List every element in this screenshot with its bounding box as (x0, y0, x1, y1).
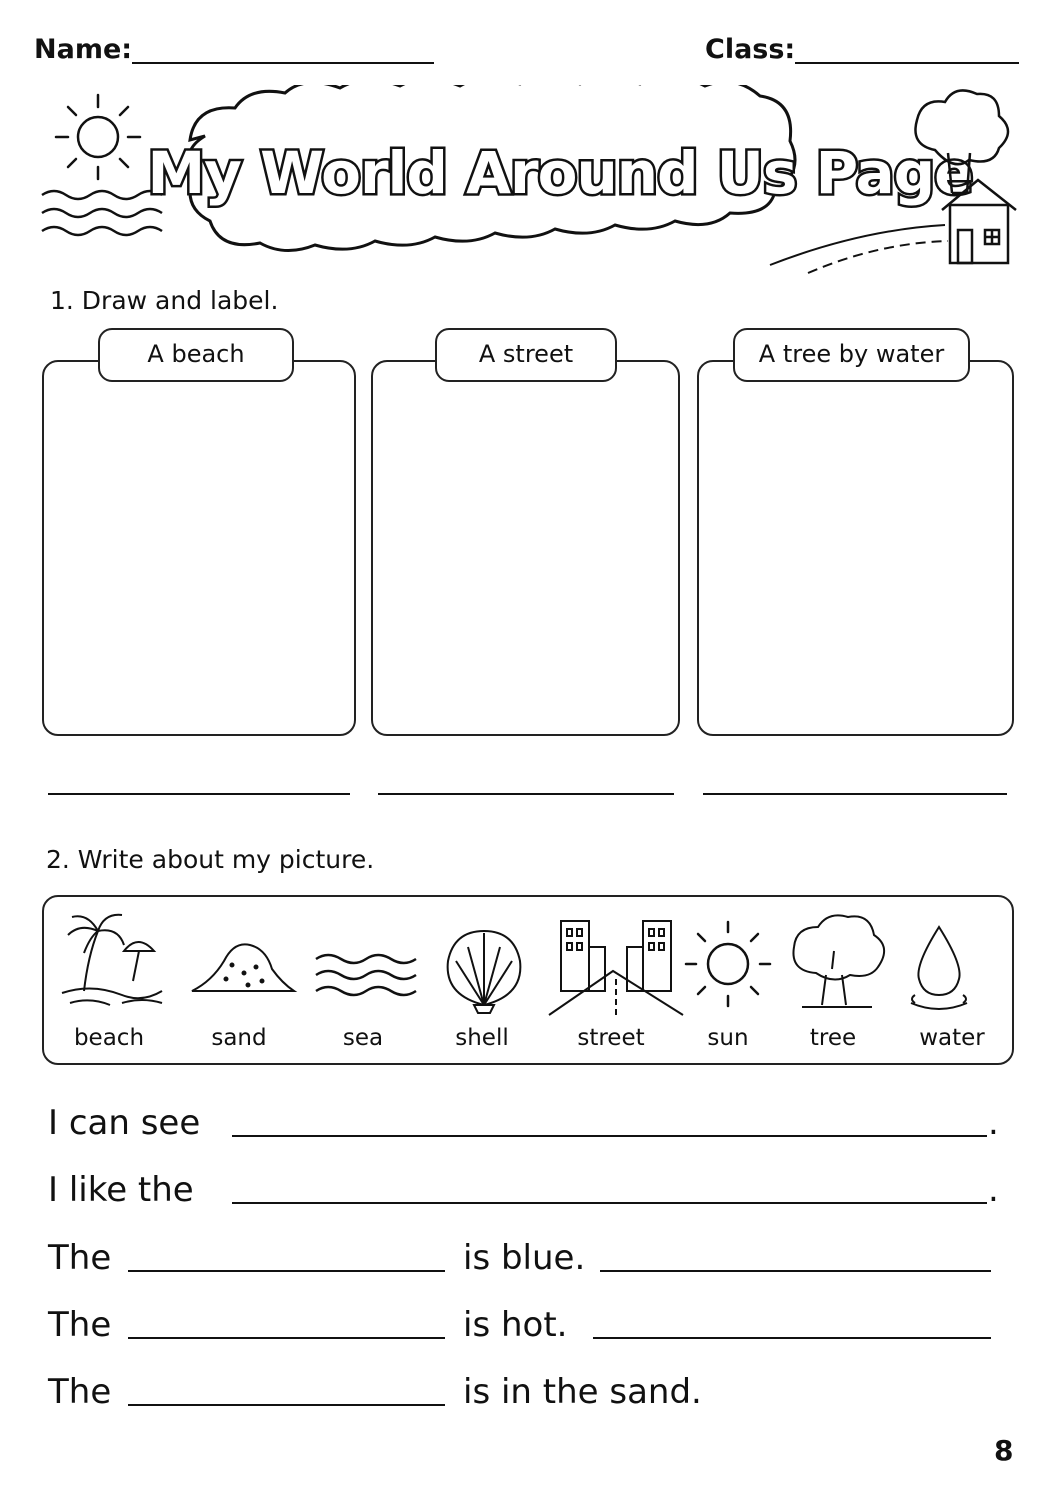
sentence-2-start: I like the (48, 1170, 194, 1210)
sentence-1-end: . (988, 1103, 999, 1143)
sentence-4-blank-2[interactable] (593, 1337, 991, 1339)
word-sea: sea (342, 1025, 384, 1051)
sun-icon (56, 95, 140, 179)
drawing-box-tree-by-water[interactable] (697, 360, 1014, 736)
sun-icon (686, 922, 770, 1006)
sentence-3-start: The (48, 1238, 112, 1278)
road-icon (770, 225, 948, 273)
drawing-box-label-tree-by-water: A tree by water (733, 328, 970, 382)
word-sun: sun (707, 1025, 749, 1051)
sentence-2-blank[interactable] (232, 1202, 987, 1204)
sand-pile-icon (192, 944, 294, 991)
drawing-box-beach[interactable] (42, 360, 356, 736)
section2-title: 2. Write about my picture. (46, 845, 375, 874)
sentence-4-middle: is hot. (463, 1305, 568, 1345)
shell-icon (448, 931, 521, 1013)
label-line-1[interactable] (48, 793, 350, 795)
word-bank-icons (44, 897, 1012, 1017)
sentence-2-end: . (988, 1170, 999, 1210)
class-label: Class: (705, 34, 796, 65)
waves-icon (316, 955, 416, 995)
drawing-box-label-beach: A beach (98, 328, 294, 382)
word-bank (42, 895, 1014, 1065)
sentence-3-middle: is blue. (463, 1238, 586, 1278)
sentence-1-blank[interactable] (232, 1135, 987, 1137)
word-beach: beach (73, 1025, 145, 1051)
palm-tree-beach-icon (62, 915, 162, 1005)
sentence-5-start: The (48, 1372, 112, 1412)
sentence-3-blank-2[interactable] (600, 1270, 991, 1272)
sentence-4-blank[interactable] (128, 1337, 445, 1339)
page-number: 8 (994, 1434, 1014, 1467)
sentence-4-start: The (48, 1305, 112, 1345)
waves-icon (42, 191, 162, 235)
section1-title: 1. Draw and label. (50, 286, 279, 315)
sentence-5-middle: is in the sand. (463, 1372, 702, 1412)
sentence-3-blank[interactable] (128, 1270, 445, 1272)
street-icon (549, 921, 683, 1015)
word-street: street (577, 1025, 645, 1051)
drawing-box-label-street: A street (435, 328, 617, 382)
word-tree: tree (809, 1025, 857, 1051)
word-water: water (919, 1025, 985, 1051)
water-drop-icon (911, 927, 967, 1009)
label-line-2[interactable] (378, 793, 674, 795)
tree-icon (793, 915, 884, 1007)
page-title: My World Around Us Page (147, 139, 973, 207)
name-field[interactable] (132, 62, 434, 64)
title-banner (30, 85, 1025, 275)
label-line-3[interactable] (703, 793, 1007, 795)
name-label: Name: (34, 34, 133, 65)
class-field[interactable] (795, 62, 1019, 64)
drawing-box-street[interactable] (371, 360, 680, 736)
word-sand: sand (211, 1025, 267, 1051)
sentence-5-blank[interactable] (128, 1404, 445, 1406)
sentence-1-start: I can see (48, 1103, 201, 1143)
word-shell: shell (455, 1025, 509, 1051)
